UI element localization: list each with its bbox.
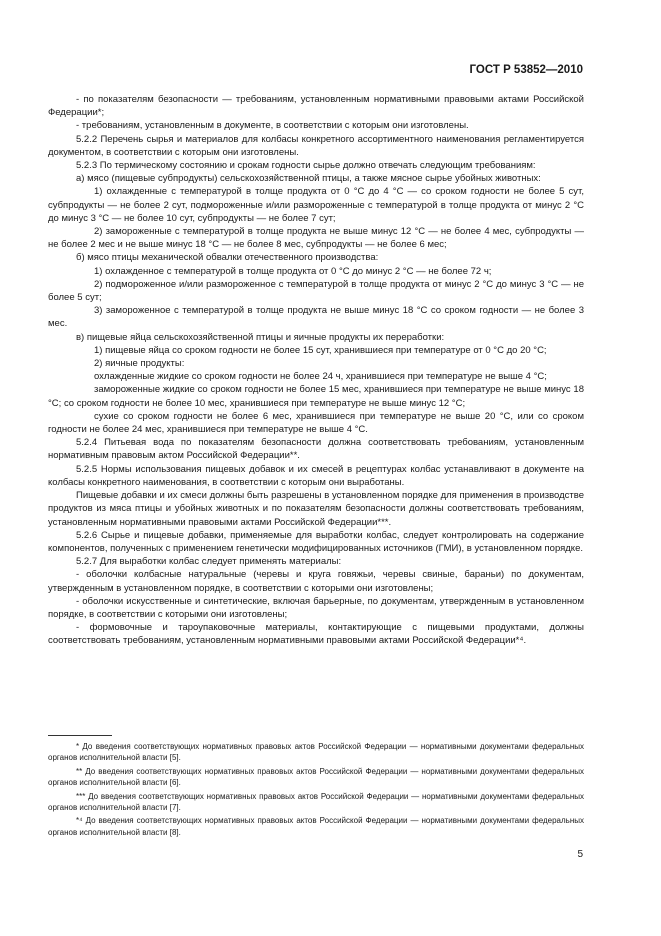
footnote: *** До введения соответствующих нормативных правовых актов Российской Федерации — нормативными документами федеральных органов исполнительной власти [7]. [48,791,584,813]
footnote-separator [48,735,112,736]
document-body [48,93,584,648]
body-paragraph: 1) пищевые яйца со сроком годности не более 15 сут, хранившиеся при температуре от 0 °С до 20 °С; [94,344,547,356]
body-paragraph: - по показателям безопасности — требованиям, установленным нормативными правовыми актами Российской Федерации*; [48,94,584,119]
footnote: * До введения соответствующих нормативных правовых актов Российской Федерации — нормативными документами федеральных органов исполнительной власти [5]. [48,742,584,763]
body-paragraph: сухие со сроком годности не более 6 мес, хранившиеся при температуре не выше 20 °С, или со сроком годности не более 24 мес, хранившиеся при температуре не выше 4 °С. [48,410,584,436]
body-paragraph: в) пищевые яйца сельскохозяйственной птицы и яичные продукты их переработки: [76,331,445,343]
footnotes [48,741,584,840]
footnote: *⁴ До введения соответствующих нормативных правовых актов Российской Федерации — нормативными документами федеральных органов исполнительной власти [8]. [48,816,584,837]
body-paragraph: 5.2.6 Сырье и пищевые добавки, применяемые для выработки колбас, следует контролировать на содержание компонентов, полученных с применением генетически модифицированных источников (ГМИ), в установленном порядке. [48,529,584,554]
body-paragraph: 5.2.2 Перечень сырья и материалов для колбасы конкретного ассортиментного наименования регламентируется документом, в соответствии с которым они изготовлены. [48,133,584,158]
body-paragraph: - оболочки искусственные и синтетические, включая барьерные, по документам, утвержденным в установленном порядке, в соответствии с которыми они изготовлены; [48,595,584,620]
body-paragraph: б) мясо птицы механической обвалки отечественного производства: [76,252,379,264]
body-paragraph: охлажденные жидкие со сроком годности не более 24 ч, хранившиеся при температуре не выше 4 °С; [94,371,547,383]
body-paragraph: 5.2.7 Для выработки колбас следует применять материалы: [76,556,342,568]
footnote: ** До введения соответствующих нормативных правовых актов Российской Федерации — нормативными документами федеральных органов исполнительной власти [6]. [48,766,584,788]
body-paragraph: 3) замороженное с температурой в толще продукта не выше минус 18 °С со сроком годности — не более 3 мес. [48,305,584,330]
body-paragraph: 5.2.3 По термическому состоянию и срокам годности сырье должно отвечать следующим требованиям: [76,160,536,172]
body-paragraph: Пищевые добавки и их смеси должны быть разрешены в установленном порядке для применения в производстве продуктов из мяса птицы и убойных животных и по показателям безопасности должны соответствовать требованиям, установленным нормативными правовыми актами Российской Федерации***. [48,490,584,528]
body-paragraph: 5.2.5 Нормы использования пищевых добавок и их смесей в рецептурах колбас устанавливают в документе на колбасы конкретного наименования, в соответствии с которым они выработаны. [48,463,584,488]
body-paragraph: - требованиям, установленным в документе, в соответствии с которым они изготовлены. [76,120,469,132]
body-paragraph: 5.2.4 Питьевая вода по показателям безопасности должна соответствовать требованиям, установленным нормативным правовым актом Российской Федерации**. [48,437,584,462]
body-paragraph: а) мясо (пищевые субпродукты) сельскохозяйственной птицы, а также мясное сырье убойных животных: [76,173,541,185]
document-code-header: ГОСТ Р 53852—2010 [469,64,583,76]
body-paragraph: замороженные жидкие со сроком годности не более 15 мес, хранившиеся при температуре не выше минус 18 °С; со сроком годности не более 10 мес, хранившиеся при температуре не выше минус 12 °С; [48,384,584,409]
body-paragraph: 1) охлажденные с температурой в толще продукта от 0 °С до 4 °С — со сроком годности не более 5 сут, субпродукты — не более 2 сут, подмороженные и/или размороженные с температурой в толще продукта от минус 2 °С до минус 3 °С — не более 10 сут, субпродукты — не более 7 сут; [48,186,584,224]
body-paragraph: 2) замороженные с температурой в толще продукта не выше минус 12 °С — не более 4 мес, субпродукты — не более 2 мес и не выше минус 18 °С — не более 8 мес, субпродукты — не более 6 мес; [48,226,584,251]
body-paragraph: - формовочные и тароупаковочные материалы, контактирующие с пищевыми продуктами, должны соответствовать требованиям, установленным нормативными правовыми актами Российской Федерации*⁴. [48,622,584,647]
page-number: 5 [577,849,583,860]
body-paragraph: 2) подмороженное и/или размороженное с температурой в толще продукта от минус 2 °С до минус 3 °С — не более 5 сут; [48,278,584,304]
body-paragraph: 1) охлажденное с температурой в толще продукта от 0 °С до минус 2 °С — не более 72 ч; [94,265,492,277]
body-paragraph: 2) яичные продукты: [94,358,185,370]
body-paragraph: - оболочки колбасные натуральные (черевы и круга говяжьи, черевы свиные, бараньи) по документам, утвержденным в установленном порядке, в соответствии с которыми они изготовлены; [48,569,584,594]
